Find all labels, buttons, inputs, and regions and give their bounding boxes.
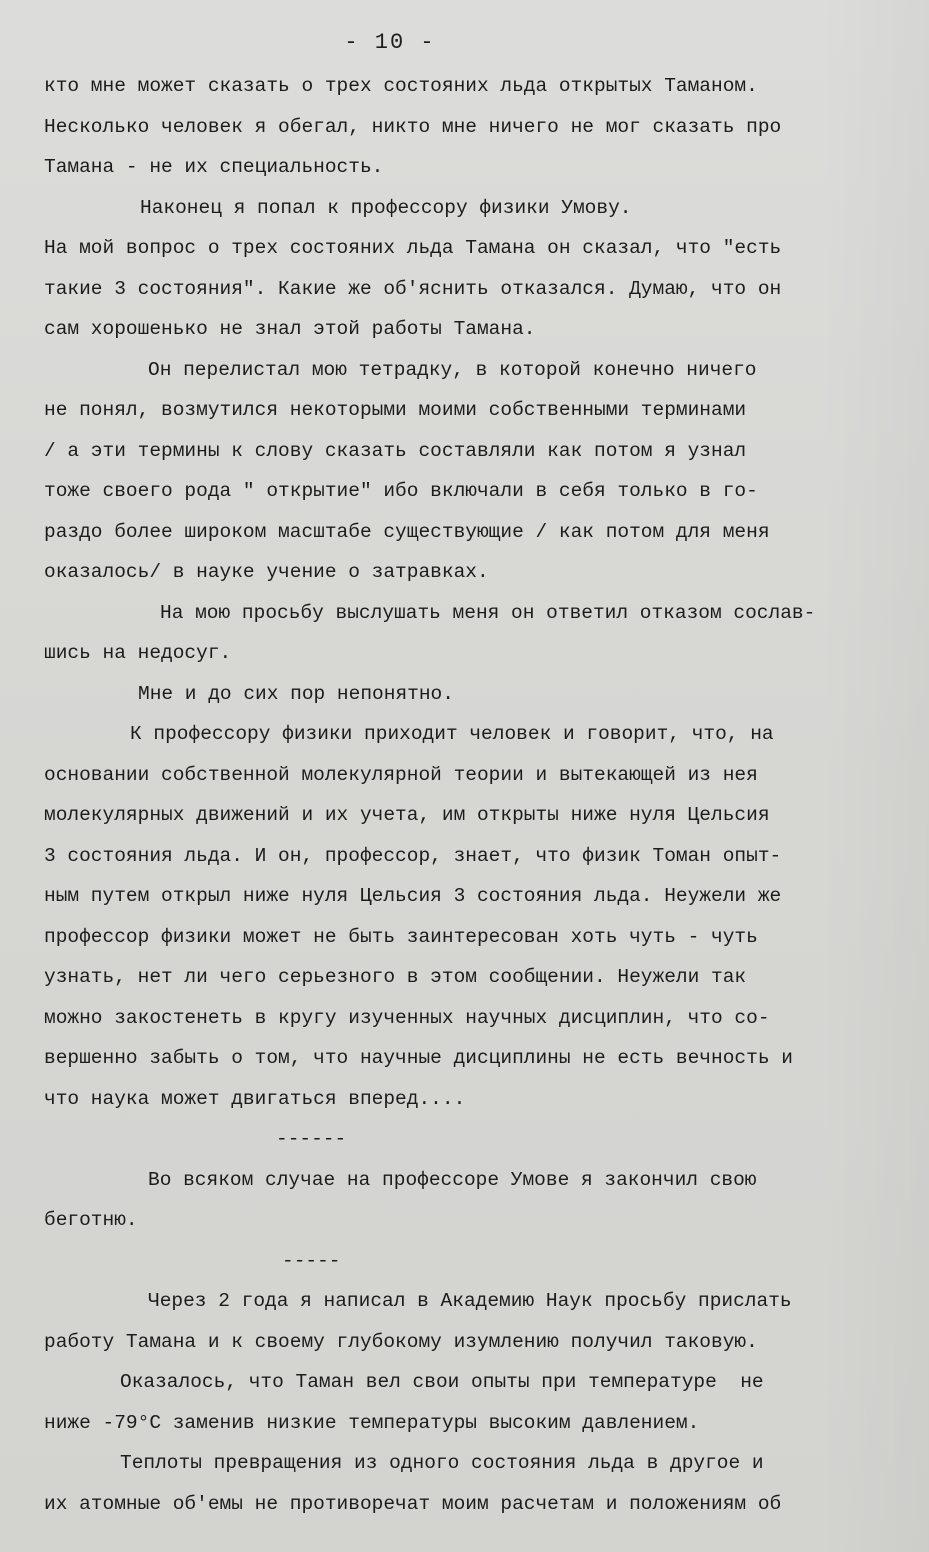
- text-line: Оказалось, что Таман вел свои опыты при температуре не: [120, 1371, 764, 1393]
- text-line: Тамана - не их специальность.: [44, 156, 384, 178]
- text-line: основании собственной молекулярной теории и вытекающей из нея: [44, 764, 758, 786]
- text-line: что наука может двигаться вперед....: [44, 1088, 466, 1110]
- text-line: сам хорошенько не знал этой работы Тамана.: [44, 318, 536, 340]
- text-line: Мне и до сих пор непонятно.: [138, 683, 454, 705]
- text-line: тоже своего рода " открытие" ибо включали в себя только в го-: [44, 480, 758, 502]
- text-line: беготню.: [44, 1209, 138, 1231]
- text-line: молекулярных движений и их учета, им открыты ниже нуля Цельсия: [44, 804, 770, 826]
- separator-dashes: ------: [276, 1128, 347, 1150]
- text-line: Во всяком случае на профессоре Умове я закончил свою: [148, 1169, 757, 1191]
- text-line: ным путем открыл ниже нуля Цельсия 3 состояния льда. Неужели же: [44, 885, 782, 907]
- text-line: Через 2 года я написал в Академию Наук просьбу прислать: [148, 1290, 792, 1312]
- separator-dashes: -----: [282, 1250, 341, 1272]
- text-line: На мою просьбу выслушать меня он ответил отказом сослав-: [160, 602, 816, 624]
- text-line: Теплоты превращения из одного состояния льда в другое и: [120, 1452, 764, 1474]
- text-line: не понял, возмутился некоторыми моими собственными терминами: [44, 399, 747, 421]
- text-line: Несколько человек я обегал, никто мне ничего не мог сказать про: [44, 116, 782, 138]
- text-line: кто мне может сказать о трех состояних льда открытых Таманом.: [44, 75, 758, 97]
- text-line: узнать, нет ли чего серьезного в этом сообщении. Неужели так: [44, 966, 747, 988]
- text-line: такие 3 состояния". Какие же об'яснить отказался. Думаю, что он: [44, 278, 782, 300]
- text-line: вершенно забыть о том, что научные дисциплины не есть вечность и: [44, 1047, 793, 1069]
- text-line: / а эти термины к слову сказать составляли как потом я узнал: [44, 440, 747, 462]
- text-line: раздо более широком масштабе существующие / как потом для меня: [44, 521, 770, 543]
- text-line: 3 состояния льда. И он, профессор, знает, что физик Томан опыт-: [44, 845, 782, 867]
- text-line: их атомные об'емы не противоречат моим расчетам и положениям об: [44, 1493, 782, 1515]
- text-line: шись на недосуг.: [44, 642, 232, 664]
- text-line: ниже -79°С заменив низкие температуры высоким давлением.: [44, 1412, 700, 1434]
- page-number: - 10 -: [344, 30, 436, 55]
- text-line: Он перелистал мою тетрадку, в которой конечно ничего: [148, 359, 757, 381]
- text-line: Наконец я попал к профессору физики Умову.: [140, 197, 632, 219]
- text-line: можно закостенеть в кругу изученных научных дисциплин, что со-: [44, 1007, 770, 1029]
- paper-shadow: [819, 0, 929, 1552]
- text-line: работу Тамана и к своему глубокому изумлению получил таковую.: [44, 1331, 758, 1353]
- text-line: На мой вопрос о трех состояних льда Тамана он сказал, что "есть: [44, 237, 782, 259]
- text-line: К профессору физики приходит человек и говорит, что, на: [130, 723, 774, 745]
- text-line: оказалось/ в науке учение о затравках.: [44, 561, 489, 583]
- text-line: профессор физики может не быть заинтересован хоть чуть - чуть: [44, 926, 758, 948]
